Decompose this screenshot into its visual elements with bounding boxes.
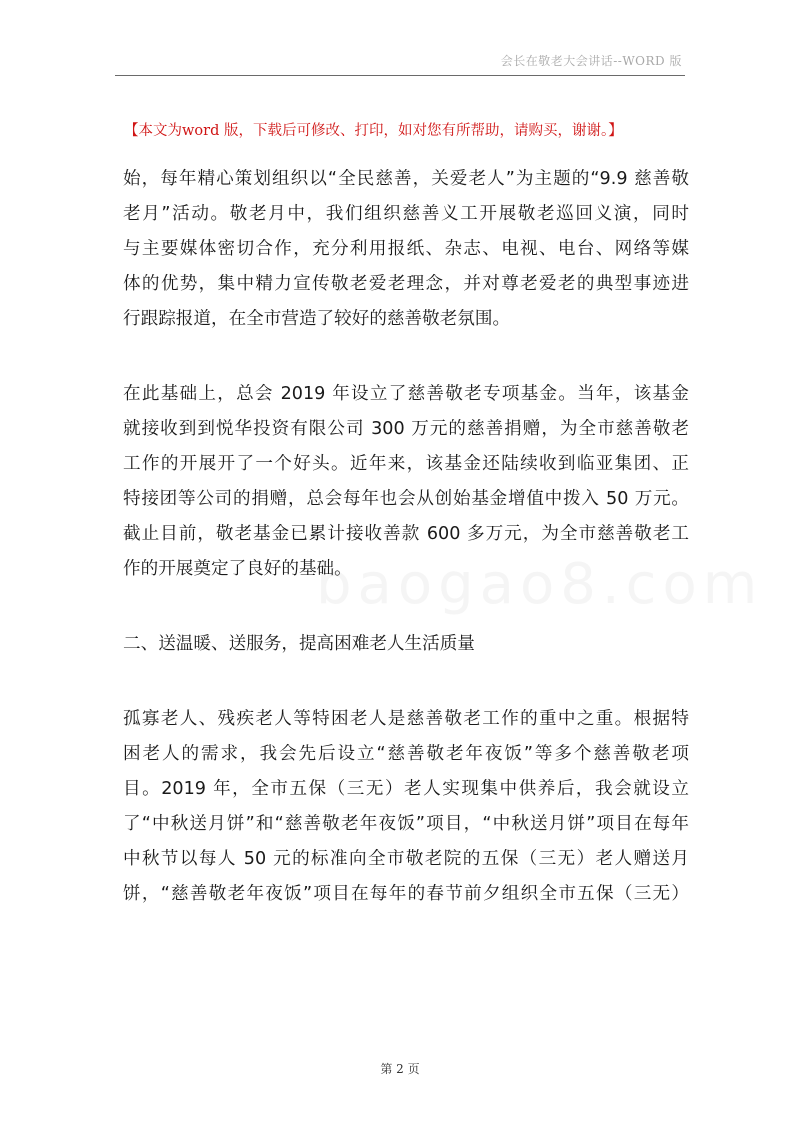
- paragraph-fund: [123, 377, 689, 587]
- document-header-title: 会长在敬老大会讲话--WORD 版: [500, 54, 682, 68]
- header-divider: [115, 75, 685, 76]
- paragraph-activities: [123, 162, 689, 337]
- watermark: baogao8.com: [316, 552, 764, 617]
- paragraph-spacer: [123, 337, 689, 377]
- text-line: 了“中秋送月饼”和“慈善敬老年夜饭”项目，“中秋送月饼”项目在每年: [123, 814, 689, 834]
- paragraph-elderly-care: [123, 702, 689, 912]
- page-number: 第 2 页: [380, 1062, 420, 1076]
- section-heading: [123, 627, 689, 662]
- text-line: 始，每年精心策划组织以“全民慈善，关爱老人”为主题的“9.9 慈善敬: [123, 169, 689, 189]
- text-line: 体的优势，集中精力宣传敬老爱老理念，并对尊老爱老的典型事迹进: [123, 274, 689, 294]
- paragraph-spacer: [123, 587, 689, 627]
- text-line: 与主要媒体密切合作，充分利用报纸、杂志、电视、电台、网络等媒: [123, 239, 689, 259]
- text-line: 饼，“慈善敬老年夜饭”项目在每年的春节前夕组织全市五保（三无）: [123, 884, 689, 904]
- text-line: 目。2019 年，全市五保（三无）老人实现集中供养后，我会就设立: [123, 779, 689, 799]
- text-line: 就接收到到悦华投资有限公司 300 万元的慈善捐赠，为全市慈善敬老: [123, 419, 689, 439]
- text-line: 二、送温暖、送服务，提高困难老人生活质量: [123, 634, 475, 654]
- text-line: 截止目前，敬老基金已累计接收善款 600 多万元，为全市慈善敬老工: [123, 524, 689, 544]
- text-line: 工作的开展开了一个好头。近年来，该基金还陆续收到临亚集团、正: [123, 454, 689, 474]
- text-line: 困老人的需求，我会先后设立“慈善敬老年夜饭”等多个慈善敬老项: [123, 744, 689, 764]
- text-line: 特接团等公司的捐赠，总会每年也会从创始基金增值中拨入 50 万元。: [123, 489, 689, 509]
- document-body: [123, 162, 689, 912]
- text-line: 老月”活动。敬老月中，我们组织慈善义工开展敬老巡回义演，同时: [123, 204, 689, 224]
- purchase-notice: 【本文为word 版，下载后可修改、打印，如对您有所帮助，请购买，谢谢。】: [124, 123, 623, 139]
- text-line: 行跟踪报道，在全市营造了较好的慈善敬老氛围。: [123, 309, 511, 329]
- text-line: 在此基础上，总会 2019 年设立了慈善敬老专项基金。当年，该基金: [123, 384, 689, 404]
- text-line: 中秋节以每人 50 元的标准向全市敬老院的五保（三无）老人赠送月: [123, 849, 689, 869]
- text-line: 作的开展奠定了良好的基础。: [123, 559, 352, 579]
- text-line: 孤寡老人、残疾老人等特困老人是慈善敬老工作的重中之重。根据特: [123, 709, 689, 729]
- paragraph-spacer: [123, 662, 689, 702]
